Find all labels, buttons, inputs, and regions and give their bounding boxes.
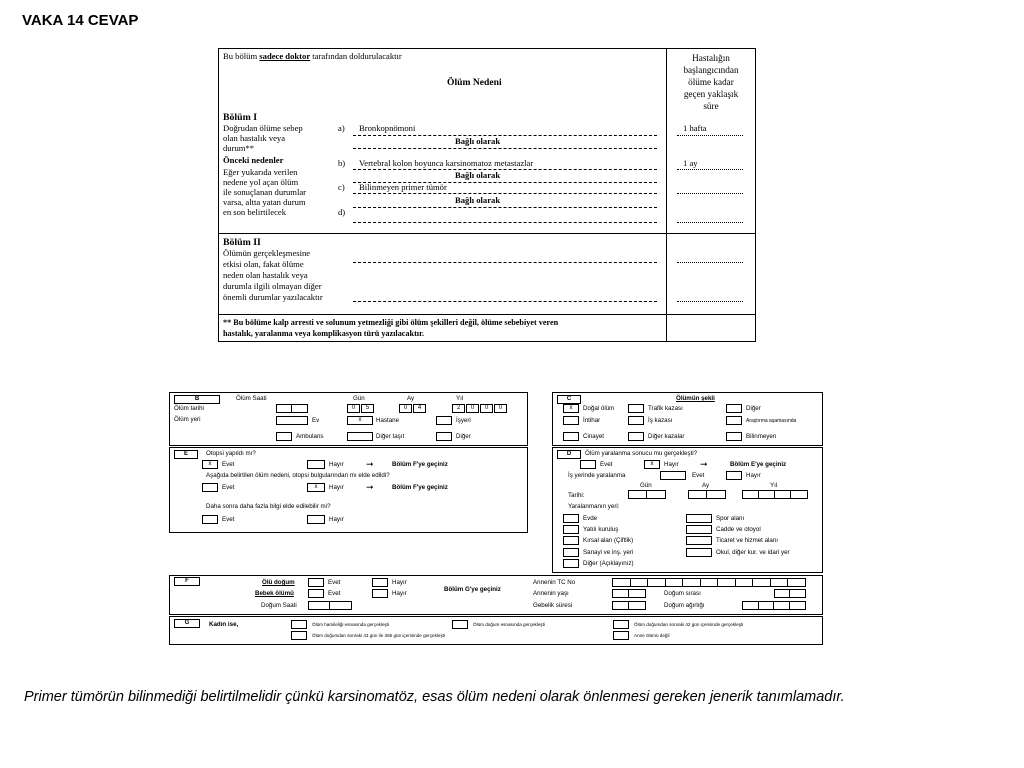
cinayet-checkbox[interactable] [563, 432, 579, 441]
bebek-evet-label: Evet [328, 590, 341, 597]
bulgu-hayir-label: Hayır [329, 484, 344, 491]
goto-g: Bölüm G'ye geçiniz [444, 586, 501, 593]
bilinmeyen-checkbox[interactable] [726, 432, 742, 441]
arrow-right-icon: ➞ [366, 482, 374, 492]
bolum2-desc-4: durumla ilgili olmayan diğer [223, 281, 322, 291]
bebek-hayir-checkbox[interactable] [372, 589, 388, 598]
diger-kazalar-label: Diğer kazalar [648, 433, 685, 440]
section-e-header: E [174, 450, 198, 459]
c-diger-label: Diğer [746, 405, 761, 412]
arrow-right-icon: ➞ [700, 459, 708, 469]
dogum-agirligi-label: Doğum ağırlığı [664, 602, 705, 609]
g-opt2-checkbox[interactable] [452, 620, 468, 629]
d-ay-field[interactable] [688, 490, 726, 499]
footnote-2: hastalık, yaralanma veya komplikasyon türü yazılacaktır. [223, 329, 424, 338]
annenin-tc-label: Annenin TC No [533, 579, 576, 586]
otopsi-bulgu-question: Aşağıda belirtilen ölüm nedeni, otopsi bulgularından mı elde edildi? [206, 472, 390, 479]
date-digit-8[interactable]: 0 [494, 404, 507, 413]
date-digit-4[interactable]: 4 [413, 404, 426, 413]
gebelik-field[interactable] [612, 601, 646, 610]
isyerinde-hayir-checkbox[interactable] [726, 471, 742, 480]
d-yil-label: Yıl [770, 482, 778, 489]
evde-label: Evde [583, 515, 598, 522]
bebek-olumu-label: Bebek ölümü [255, 590, 294, 597]
section-b-header: B [174, 395, 220, 404]
dogal-olum-label: Doğal ölüm [583, 405, 615, 412]
d-diger-label: Diğer (Açıklayınız) [583, 560, 634, 567]
row-a-letter: a) [338, 123, 345, 133]
goto-e: Bölüm E'ye geçiniz [730, 461, 787, 468]
diger-tasit-label: Diğer taşıt [376, 433, 405, 440]
isyeri-checkbox[interactable] [436, 416, 452, 425]
section-f-header: F [174, 577, 200, 586]
gun-label: Gün [353, 395, 365, 402]
isyerinde-label: İş yerinde yaralanma [568, 472, 626, 479]
spor-checkbox[interactable] [686, 514, 712, 523]
fazla-hayir-checkbox[interactable] [307, 515, 325, 524]
row-b-duration: 1 ay [683, 158, 698, 168]
fazla-evet-label: Evet [222, 516, 235, 523]
ay-label: Ay [407, 395, 415, 402]
yaralanma-hayir-checkbox[interactable]: x [644, 460, 660, 469]
yaralanma-evet-checkbox[interactable] [580, 460, 596, 469]
goto-f-1: Bölüm F'ye geçiniz [392, 461, 448, 468]
d-diger-checkbox[interactable] [563, 559, 579, 568]
bebek-evet-checkbox[interactable] [308, 589, 324, 598]
dogal-olum-checkbox[interactable]: x [563, 404, 579, 413]
footnote-1: ** Bu bölüme kalp arresti ve solunum yetmezliği gibi ölüm şekilleri değil, ölüme sebebiyet veren [223, 318, 559, 327]
annenin-yasi-label: Annenin yaşı [533, 590, 569, 597]
dogum-sirasi-label: Doğum sırası [664, 590, 701, 597]
onceki-desc-4: varsa, altta yatan durum [223, 197, 306, 207]
kirsal-label: Kırsal alan (Çiftlik) [583, 537, 634, 544]
g-opt4-checkbox[interactable] [291, 631, 307, 640]
bagli-3: Bağlı olarak [455, 195, 501, 205]
d-gun-label: Gün [640, 482, 652, 489]
dogum-saati-field[interactable] [308, 601, 352, 610]
diger-checkbox[interactable] [436, 432, 452, 441]
cadde-label: Cadde ve otoyol [716, 526, 761, 533]
cinayet-label: Cinayet [583, 433, 604, 440]
olu-dogum-label: Ölü doğum [262, 579, 295, 586]
diger-kazalar-checkbox[interactable] [628, 432, 644, 441]
okul-checkbox[interactable] [686, 548, 712, 557]
bilinmeyen-label: Bilinmeyen [746, 433, 777, 440]
c-diger-checkbox[interactable] [726, 404, 742, 413]
dogum-saati-label: Doğum Saati [261, 602, 297, 609]
date-digit-7[interactable]: 0 [480, 404, 493, 413]
ev-checkbox[interactable] [276, 416, 308, 425]
dogum-sirasi-field[interactable] [774, 589, 806, 598]
row-a-cause: Bronkopnömoni [359, 123, 416, 133]
arastirma-checkbox[interactable] [726, 416, 742, 425]
onceki-title: Önceki nedenler [223, 155, 284, 165]
annenin-yasi-field[interactable] [612, 589, 646, 598]
g-opt1-label: Ölüm hamileliği esnasında gerçekleşti [312, 622, 390, 627]
ambulans-checkbox[interactable] [276, 432, 292, 441]
bolum2-desc-5: önemli durumlar yazılacaktır [223, 292, 323, 302]
tarihi-label: Tarihi: [568, 492, 585, 499]
ambulans-label: Ambulans [296, 433, 324, 440]
fazla-bilgi-question: Daha sonra daha fazla bilgi elde edilebilir mi? [206, 503, 331, 510]
date-digit-6[interactable]: 0 [466, 404, 479, 413]
otopsi-question: Otopsi yapıldı mı? [206, 450, 256, 457]
section-g-header: G [174, 619, 200, 628]
row-c-cause: Bilinmeyen primer tümör [359, 182, 447, 192]
bagli-1: Bağlı olarak [455, 136, 501, 146]
bolum2-desc-1: Ölümün gerçekleşmesine [223, 248, 311, 258]
g-opt2-label: Ölüm doğum esnasında gerçekleşti [473, 622, 546, 627]
hastane-label: Hastane [376, 417, 400, 424]
onceki-desc-2: nedene yol açan ölüm [223, 177, 299, 187]
bolum2-desc-2: etkisi olan, fakat ölüme [223, 259, 304, 269]
bolum2-title: Bölüm II [223, 237, 261, 248]
g-opt4-label: Ölüm doğumdan sonraki 43 gün ile 365 gün içerisinde gerçekleşti [312, 633, 446, 638]
olu-dogum-hayir-checkbox[interactable] [372, 578, 388, 587]
yatili-label: Yatılı kuruluş [583, 526, 619, 533]
g-opt3-label: Ölüm doğumdan sonraki 42 gün içerisinde gerçekleşti [634, 622, 744, 627]
hastane-checkbox[interactable]: x [347, 416, 373, 425]
bolum1-title: Bölüm I [223, 112, 258, 123]
intihar-checkbox[interactable] [563, 416, 579, 425]
bolum2-desc-3: neden olan hastalık veya [223, 270, 308, 280]
spor-label: Spor alanı [716, 515, 745, 522]
date-digit-3[interactable]: 0 [399, 404, 412, 413]
d-gun-field[interactable] [628, 490, 666, 499]
section-d-header: D [557, 450, 581, 459]
trafik-label: Trafik kazası [648, 405, 683, 412]
yaralanma-evet-label: Evet [600, 461, 613, 468]
dogum-agirligi-field[interactable] [742, 601, 806, 610]
date-digit-1[interactable]: 0 [347, 404, 360, 413]
otopsi-hayir-label: Hayır [329, 461, 344, 468]
yaralanma-yeri-label: Yaralanmanın yeri: [568, 503, 620, 510]
fazla-hayir-label: Hayır [329, 516, 344, 523]
otopsi-evet-label: Evet [222, 461, 235, 468]
bolum1-desc-1: Doğrudan ölüme sebep [223, 123, 303, 133]
onceki-desc-3: ile sonuçlanan durumlar [223, 187, 307, 197]
annenin-tc-field[interactable] [612, 578, 806, 587]
yaralanma-hayir-label: Hayır [664, 461, 679, 468]
diger-tasit-checkbox[interactable] [347, 432, 373, 441]
intihar-label: İntihar [583, 417, 601, 424]
trafik-checkbox[interactable] [628, 404, 644, 413]
fazla-evet-checkbox[interactable] [202, 515, 218, 524]
bolum1-desc-3: durum** [223, 143, 255, 153]
yaralanma-question: Ölüm yaralanma sonucu mu gerçekleşti? [585, 450, 698, 457]
sanayi-label: Sanayi ve inş. yeri [583, 549, 634, 556]
duration-header: Hastalığın başlangıcından ölüme kadar geçen yaklaşık süre [683, 53, 739, 111]
isyerinde-evet-label: Evet [692, 472, 705, 479]
row-c-letter: c) [338, 182, 345, 192]
arrow-right-icon: ➞ [366, 459, 374, 469]
olu-dogum-evet-label: Evet [328, 579, 341, 586]
isyeri-label: İşyeri [456, 417, 471, 424]
onceki-desc-5: en son belirtilecek [223, 207, 286, 217]
olum-tarihi-label: Ölüm tarihi [174, 405, 204, 412]
otopsi-evet-checkbox[interactable]: x [202, 460, 218, 469]
row-a-duration: 1 hafta [683, 123, 707, 133]
gebelik-label: Gebelik süresi [533, 602, 573, 609]
d-yil-field[interactable] [742, 490, 808, 499]
sanayi-checkbox[interactable] [563, 548, 579, 557]
olu-dogum-hayir-label: Hayır [392, 579, 407, 586]
bebek-hayir-label: Hayır [392, 590, 407, 597]
bolum1-desc-2: olan hastalık veya [223, 133, 286, 143]
olum-saati-field[interactable] [276, 404, 308, 413]
g-opt1-checkbox[interactable] [291, 620, 307, 629]
kadin-ise-label: Kadın ise, [209, 621, 239, 628]
g-opt5-label: Anne ölümü değil [634, 633, 670, 638]
ticaret-label: Ticaret ve hizmet alanı [716, 537, 779, 544]
date-digit-2[interactable]: 5 [361, 404, 374, 413]
section-c-header: C [557, 395, 581, 404]
is-kazasi-checkbox[interactable] [628, 416, 644, 425]
olum-yeri-label: Ölüm yeri [174, 416, 201, 423]
olum-sekli-title: Ölümün şekli [676, 395, 715, 402]
yil-label: Yıl [456, 395, 464, 402]
row-b-letter: b) [338, 158, 346, 168]
okul-label: Okul, diğer kur. ve idari yer [716, 549, 790, 556]
olum-saati-label: Ölüm Saati [236, 395, 267, 402]
ev-label: Ev [312, 417, 320, 424]
isyerinde-hayir-label: Hayır [746, 472, 761, 479]
bagli-2: Bağlı olarak [455, 170, 501, 180]
g-opt3-checkbox[interactable] [613, 620, 629, 629]
is-kazasi-label: İş kazası [648, 417, 673, 424]
diger-label: Diğer [456, 433, 471, 440]
bulgu-hayir-checkbox[interactable]: x [307, 483, 325, 492]
slide-caption: Primer tümörün bilinmediği belirtilmelidir çünkü karsinomatöz, esas ölüm nedeni olarak önlenmesi gereken jenerik tanımlamadır. [24, 689, 845, 705]
cadde-checkbox[interactable] [686, 525, 712, 534]
kirsal-checkbox[interactable] [563, 536, 579, 545]
bulgu-evet-checkbox[interactable] [202, 483, 218, 492]
g-opt5-checkbox[interactable] [613, 631, 629, 640]
goto-f-2: Bölüm F'ye geçiniz [392, 484, 448, 491]
date-digit-5[interactable]: 2 [452, 404, 465, 413]
olu-dogum-evet-checkbox[interactable] [308, 578, 324, 587]
row-b-cause: Vertebral kolon boyunca karsinomatoz metastazlar [359, 158, 534, 168]
row-d-letter: d) [338, 207, 346, 217]
bulgu-evet-label: Evet [222, 484, 235, 491]
onceki-desc-1: Eğer yukarıda verilen [223, 167, 298, 177]
slide-title: VAKA 14 CEVAP [22, 12, 139, 29]
d-ay-label: Ay [702, 482, 710, 489]
evde-checkbox[interactable] [563, 514, 579, 523]
otopsi-hayir-checkbox[interactable] [307, 460, 325, 469]
form-heading: Ölüm Nedeni [447, 77, 502, 88]
arastirma-label: Araştırma aşamasında [746, 418, 797, 424]
ticaret-checkbox[interactable] [686, 536, 712, 545]
yatili-checkbox[interactable] [563, 525, 579, 534]
isyerinde-evet-checkbox[interactable] [660, 471, 686, 480]
form-intro: Bu bölüm sadece doktor tarafından doldurulacaktır [223, 51, 402, 61]
